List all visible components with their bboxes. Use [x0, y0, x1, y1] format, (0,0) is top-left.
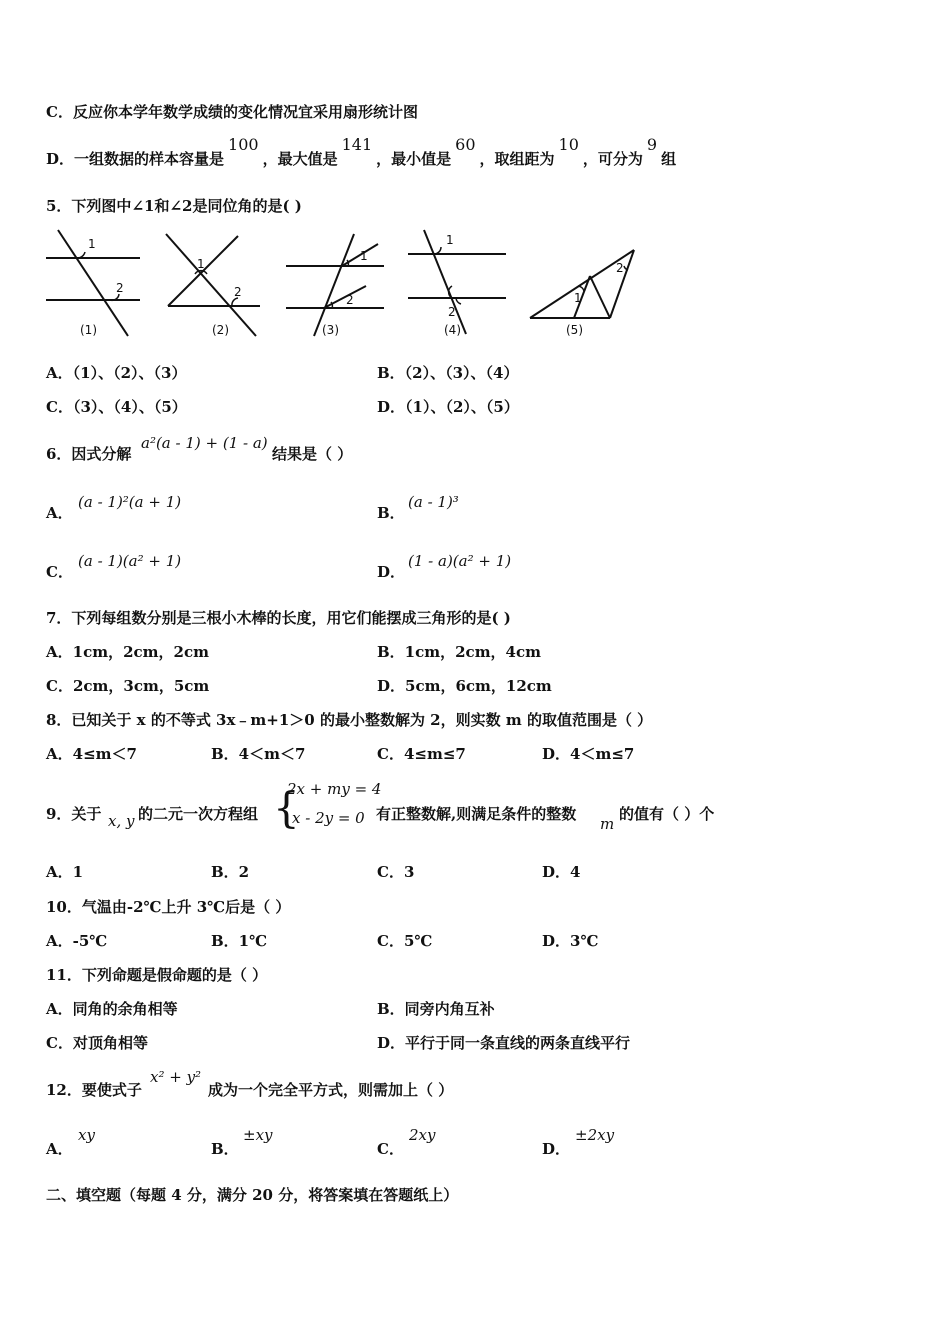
q7-stem: 7．下列每组数分别是三根小木棒的长度，用它们能摆成三角形的是( )	[46, 609, 511, 627]
q9-option-a: A．1	[46, 863, 84, 881]
figure-5-label-1: 1	[574, 291, 582, 305]
q5-option-b: B．（2）、（3）、（4）	[377, 364, 519, 382]
q9-system-brace: {	[273, 783, 300, 832]
q4-d-text-3: ，最小值是	[376, 150, 452, 168]
q12-formula-a: xy	[78, 1126, 95, 1144]
q6-stem-post: 结果是（ ）	[272, 445, 353, 463]
q4-d-interval: 10	[558, 135, 579, 154]
q6-formula-d: (1 - a)(a² + 1)	[408, 552, 512, 570]
figure-2	[166, 234, 260, 336]
figure-2-label-2: 2	[234, 285, 242, 299]
q8-stem: 8．已知关于 x 的不等式 3x﹣m+1＞0 的最小整数解为 2，则实数 m 的取值范围是（ ）	[46, 711, 653, 729]
q6-expression: a²(a - 1) + (1 - a)	[141, 434, 268, 452]
q9-stem-post-2: 的值有（ ）个	[619, 805, 715, 823]
q10-stem: 10．气温由-2℃上升 3℃后是（ ）	[46, 898, 291, 916]
figure-3	[286, 234, 384, 336]
q11-option-d: D．平行于同一条直线的两条直线平行	[377, 1034, 631, 1052]
figure-1-label-1: 1	[88, 237, 96, 251]
q12-label-b: B．	[211, 1140, 239, 1158]
figure-3-caption: (3)	[322, 323, 339, 337]
q9-equation-1: 2x + my = 4	[287, 780, 382, 798]
figure-2-caption: (2)	[212, 323, 229, 337]
q11-option-b: B．同旁内角互补	[377, 1000, 495, 1018]
q9-equation-2: x - 2y = 0	[292, 809, 365, 827]
q4-d-min: 60	[455, 135, 476, 154]
q5-option-d: D．（1）、（2）、（5）	[377, 398, 519, 416]
q4-option-d	[46, 135, 677, 169]
q11-option-a: A．同角的余角相等	[46, 1000, 178, 1018]
q12-formula-c: 2xy	[409, 1126, 436, 1144]
q7-option-d: D．5cm，6cm，12cm	[377, 677, 552, 695]
q8-option-c: C．4≤m≤7	[377, 745, 466, 763]
q6-label-c: C．	[46, 563, 73, 581]
q5-option-c: C．（3）、（4）、（5）	[46, 398, 187, 416]
section-2-title: 二、填空题（每题 4 分，满分 20 分，将答案填在答题纸上）	[46, 1186, 459, 1204]
q7-option-a: A．1cm，2cm，2cm	[46, 643, 209, 661]
q4-d-text-1: D．一组数据的样本容量是	[46, 150, 225, 168]
q4-d-text-4: ，取组距为	[479, 150, 555, 168]
q9-option-d: D．4	[542, 863, 581, 881]
q9-option-b: B．2	[211, 863, 250, 881]
q6-stem-pre: 6．因式分解	[46, 445, 132, 463]
q9-stem-pre: 9．关于	[46, 805, 102, 823]
q12-formula-b: ±xy	[243, 1126, 273, 1144]
q12-stem-post: 成为一个完全平方式，则需加上（ ）	[208, 1081, 454, 1099]
q6-formula-b: (a - 1)³	[408, 493, 459, 511]
q4-d-max: 141	[341, 135, 373, 154]
q4-d-sample-size: 100	[228, 135, 259, 154]
q4-d-text-5: ，可分为	[582, 150, 643, 168]
q9-stem-mid: 的二元一次方程组	[138, 805, 259, 823]
q8-option-a: A．4≤m＜7	[46, 745, 137, 763]
q4-d-text-2: ，最大值是	[262, 150, 338, 168]
q12-expression: x² + y²	[150, 1068, 202, 1086]
figure-2-label-1: 1	[197, 257, 205, 271]
q6-label-b: B．	[377, 504, 405, 522]
q4-option-c: C．反应你本学年数学成绩的变化情况宜采用扇形统计图	[46, 103, 418, 121]
q12-stem-pre: 12．要使式子	[46, 1081, 142, 1099]
q8-option-d: D．4＜m≤7	[542, 745, 635, 763]
q12-label-a: A．	[46, 1140, 73, 1158]
q7-option-c: C．2cm，3cm，5cm	[46, 677, 210, 695]
figure-4	[408, 230, 506, 334]
q12-formula-d: ±2xy	[575, 1126, 615, 1144]
q10-option-c: C．5℃	[377, 932, 433, 950]
figure-3-label-2: 2	[346, 293, 354, 307]
q5-option-a: A．（1）、（2）、（3）	[46, 364, 187, 382]
figure-5-label-2: 2	[616, 261, 624, 275]
q5-figures	[40, 226, 650, 342]
q9-stem-post-1: 有正整数解,则满足条件的整数	[376, 805, 577, 823]
figure-4-label-1: 1	[446, 233, 454, 247]
q8-option-b: B．4＜m＜7	[211, 745, 306, 763]
q10-option-d: D．3℃	[542, 932, 599, 950]
q5-stem: 5．下列图中∠1和∠2是同位角的是( )	[46, 197, 302, 215]
figure-3-label-1: 1	[360, 249, 368, 263]
figure-5-caption: (5)	[566, 323, 583, 337]
q4-d-groups: 9	[646, 135, 658, 154]
figure-1-caption: (1)	[80, 323, 97, 337]
q6-label-a: A．	[46, 504, 73, 522]
q9-vars: x, y	[108, 812, 135, 830]
q6-formula-c: (a - 1)(a² + 1)	[78, 552, 182, 570]
q6-formula-a: (a - 1)²(a + 1)	[78, 493, 182, 511]
q11-option-c: C．对顶角相等	[46, 1034, 148, 1052]
q12-label-c: C．	[377, 1140, 404, 1158]
q9-var-m: m	[600, 815, 615, 833]
q4-d-text-6: 组	[661, 150, 677, 168]
q10-option-a: A．-5℃	[46, 932, 108, 950]
q11-stem: 11．下列命题是假命题的是（ ）	[46, 966, 268, 984]
q10-option-b: B．1℃	[211, 932, 268, 950]
q12-label-d: D．	[542, 1140, 571, 1158]
q9-option-c: C．3	[377, 863, 415, 881]
figure-1-label-2: 2	[116, 281, 124, 295]
figure-4-label-2: 2	[448, 305, 456, 319]
q6-label-d: D．	[377, 563, 406, 581]
q7-option-b: B．1cm，2cm，4cm	[377, 643, 542, 661]
figure-4-caption: (4)	[444, 323, 461, 337]
